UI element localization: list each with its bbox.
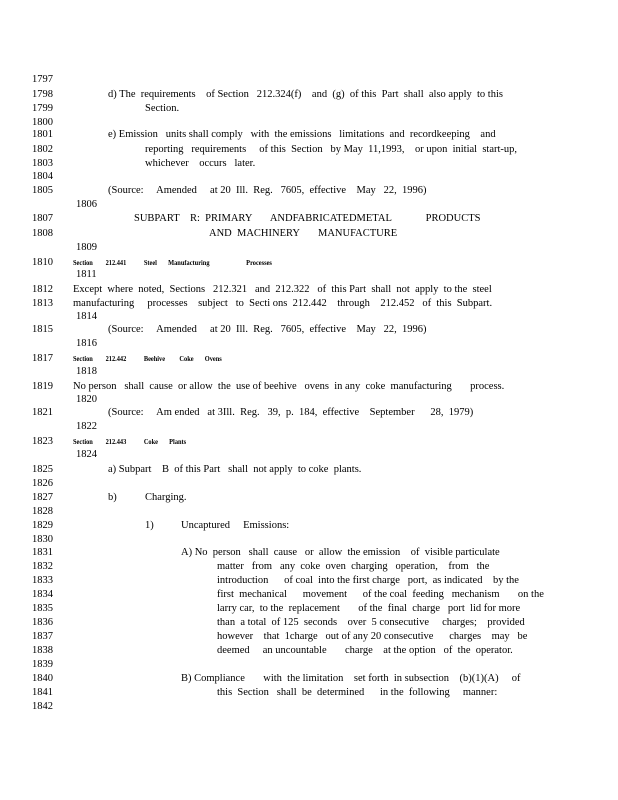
document-line	[0, 227, 618, 241]
line-number: 1803	[32, 158, 53, 169]
document-line	[0, 170, 618, 184]
line-text: Section.	[145, 103, 180, 114]
line-number: 1802	[32, 144, 53, 155]
document-line	[0, 505, 618, 519]
line-number: 1826	[32, 478, 53, 489]
line-number: 1797	[32, 74, 53, 85]
subsection-label: Uncaptured Emissions:	[181, 520, 290, 531]
line-number: 1836	[32, 617, 53, 628]
document-line	[0, 602, 618, 616]
document-line	[0, 73, 618, 87]
line-number: 1814	[76, 311, 97, 322]
document-line	[0, 477, 618, 491]
line-text: Except where noted, Sections 212.321 and 212.322 of this Part shall not apply to the steel	[73, 284, 492, 295]
line-text: however that 1charge out of any 20 consecutive charges may be	[217, 631, 528, 642]
line-text: e) Emission units shall comply with the emissions limitations and recordkeeping and	[108, 129, 496, 140]
line-number: 1829	[32, 520, 53, 531]
line-number: 1822	[76, 421, 97, 432]
document-line	[0, 337, 618, 351]
document-line	[0, 420, 618, 434]
document-line	[0, 212, 618, 226]
document-line	[0, 406, 618, 420]
document-line	[0, 700, 618, 714]
document-line	[0, 157, 618, 171]
line-number: 1809	[76, 242, 97, 253]
subsection-label: Charging.	[145, 492, 187, 503]
line-number: 1805	[32, 185, 53, 196]
line-number: 1842	[32, 701, 53, 712]
document-line	[0, 283, 618, 297]
line-number: 1832	[32, 561, 53, 572]
line-number: 1812	[32, 284, 53, 295]
line-number: 1817	[32, 353, 53, 364]
line-number: 1806	[76, 199, 97, 210]
line-number: 1798	[32, 89, 53, 100]
line-number: 1831	[32, 547, 53, 558]
document-line	[0, 616, 618, 630]
document-line	[0, 198, 618, 212]
line-number: 1810	[32, 257, 53, 268]
line-number: 1839	[32, 659, 53, 670]
section-heading: Section 212.442 Beehive Coke Ovens	[73, 354, 222, 363]
document-line	[0, 310, 618, 324]
line-text: larry car, to the replacement of the final charge port lid for more	[217, 603, 521, 614]
line-text: reporting requirements of this Section by May 11,1993, or upon initial start-up,	[145, 144, 518, 155]
line-number: 1815	[32, 324, 53, 335]
document-line	[0, 630, 618, 644]
document-line	[0, 686, 618, 700]
document-line	[0, 644, 618, 658]
line-text: (Source: Amended at 20 Ill. Reg. 7605, effective May 22, 1996)	[108, 185, 427, 196]
document-line	[0, 365, 618, 379]
line-text: 1)	[145, 520, 154, 531]
document-line	[0, 143, 618, 157]
line-number: 1804	[32, 171, 53, 182]
document-line	[0, 380, 618, 394]
line-text: d) The requirements of Section 212.324(f) and (g) of this Part shall also apply to this	[108, 89, 503, 100]
line-text: (Source: Am ended at 3Ill. Reg. 39, p. 184, effective September 28, 1979)	[108, 407, 474, 418]
line-text: (Source: Amended at 20 Ill. Reg. 7605, effective May 22, 1996)	[108, 324, 427, 335]
line-number: 1816	[76, 338, 97, 349]
line-number: 1808	[32, 228, 53, 239]
line-number: 1827	[32, 492, 53, 503]
document-line	[0, 533, 618, 547]
line-number: 1813	[32, 298, 53, 309]
line-text: than a total of 125 seconds over 5 consecutive charges; provided	[217, 617, 525, 628]
line-text: whichever occurs later.	[145, 158, 256, 169]
line-number: 1801	[32, 129, 53, 140]
section-heading: Section 212.443 Coke Plants	[73, 437, 187, 446]
line-text: manufacturing processes subject to Secti ons 212.442 through 212.452 of this Subpart.	[73, 298, 493, 309]
line-text: deemed an uncountable charge at the option of the operator.	[217, 645, 513, 656]
line-number: 1807	[32, 213, 53, 224]
document-line	[0, 241, 618, 255]
document-line	[0, 448, 618, 462]
line-number: 1824	[76, 449, 97, 460]
document-line	[0, 352, 618, 366]
document-line	[0, 588, 618, 602]
document-line	[0, 323, 618, 337]
line-text: A) No person shall cause or allow the emission of visible particulate	[181, 547, 500, 558]
document-line	[0, 297, 618, 311]
line-number: 1799	[32, 103, 53, 114]
line-text: No person shall cause or allow the use of beehive ovens in any coke manufacturing process.	[73, 381, 505, 392]
line-number: 1828	[32, 506, 53, 517]
line-number: 1833	[32, 575, 53, 586]
line-number: 1838	[32, 645, 53, 656]
line-number: 1835	[32, 603, 53, 614]
line-number: 1830	[32, 534, 53, 545]
line-number: 1820	[76, 394, 97, 405]
document-line	[0, 546, 618, 560]
document-line	[0, 184, 618, 198]
document-line	[0, 672, 618, 686]
line-text: a) Subpart B of this Part shall not apply to coke plants.	[108, 464, 362, 475]
line-text: SUBPART R: PRIMARY ANDFABRICATEDMETAL PRODUCTS	[134, 213, 481, 224]
line-number: 1834	[32, 589, 53, 600]
document-line	[0, 128, 618, 142]
document-line	[0, 658, 618, 672]
line-number: 1818	[76, 366, 97, 377]
line-text: first mechanical movement of the coal feeding mechanism on the	[217, 589, 544, 600]
line-text: AND MACHINERY MANUFACTURE	[209, 228, 398, 239]
document-line	[0, 519, 618, 533]
document-line	[0, 393, 618, 407]
document-line	[0, 88, 618, 102]
document-line	[0, 574, 618, 588]
line-number: 1811	[76, 269, 97, 280]
document-line	[0, 463, 618, 477]
line-number: 1841	[32, 687, 53, 698]
document-line	[0, 560, 618, 574]
line-number: 1823	[32, 436, 53, 447]
line-text: matter from any coke oven charging operation, from the	[217, 561, 490, 572]
line-number: 1819	[32, 381, 53, 392]
line-number: 1821	[32, 407, 53, 418]
line-text: B) Compliance with the limitation set forth in subsection (b)(1)(A) of	[181, 673, 521, 684]
document-line	[0, 491, 618, 505]
document-line	[0, 435, 618, 449]
line-text: b)	[108, 492, 117, 503]
line-number: 1837	[32, 631, 53, 642]
line-number: 1800	[32, 117, 53, 128]
line-number: 1825	[32, 464, 53, 475]
line-text: this Section shall be determined in the following manner:	[217, 687, 498, 698]
section-heading: Section 212.441 Steel Manufacturing Processes	[73, 258, 272, 267]
document-line	[0, 102, 618, 116]
line-text: introduction of coal into the first charge port, as indicated by the	[217, 575, 519, 586]
document-line	[0, 268, 618, 282]
line-number: 1840	[32, 673, 53, 684]
